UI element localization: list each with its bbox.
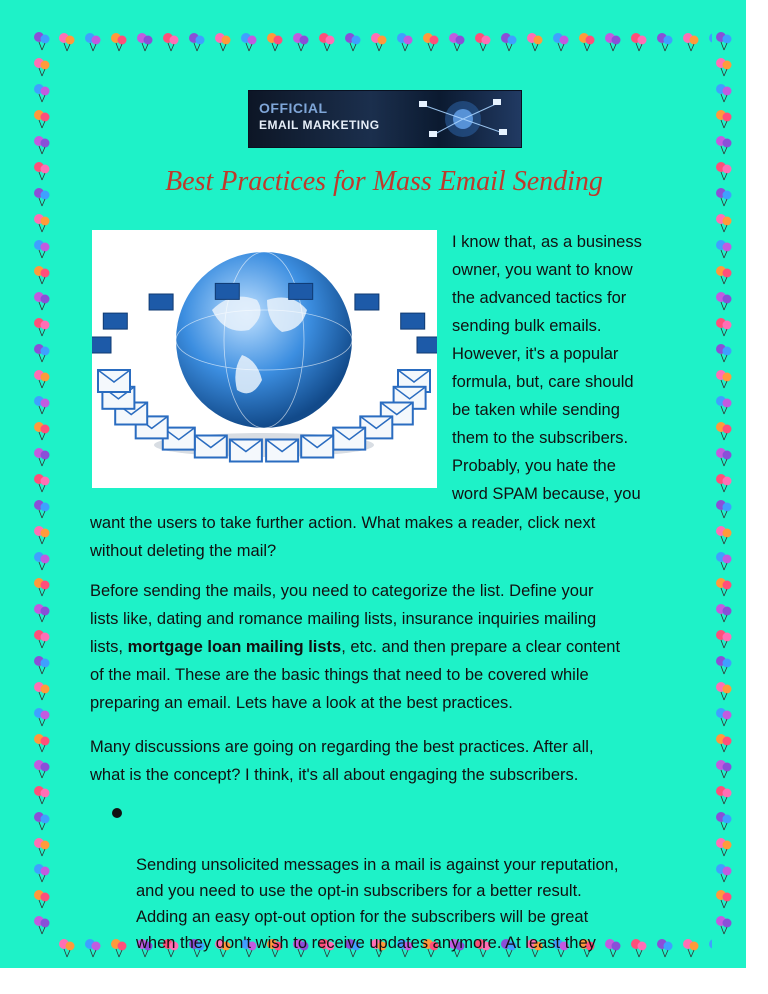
- balloon-icon: [713, 368, 735, 390]
- balloon-icon: [713, 576, 735, 598]
- balloon-icon: [654, 31, 676, 53]
- envelope-icon: [266, 440, 298, 462]
- envelope-icon: [195, 436, 227, 458]
- balloon-icon: [713, 498, 735, 520]
- balloon-icon: [160, 31, 182, 53]
- bullet-icon: [112, 808, 122, 818]
- balloon-icon: [713, 82, 735, 104]
- balloon-icon: [713, 108, 735, 130]
- balloon-icon: [713, 706, 735, 728]
- balloon-icon: [31, 602, 53, 624]
- balloon-icon: [31, 82, 53, 104]
- balloon-icon: [713, 290, 735, 312]
- balloon-icon: [31, 420, 53, 442]
- balloon-icon: [446, 31, 468, 53]
- balloon-icon: [713, 550, 735, 572]
- balloon-icon: [31, 342, 53, 364]
- envelope-icon: [289, 283, 313, 299]
- balloon-icon: [82, 31, 104, 53]
- balloon-icon: [31, 758, 53, 780]
- balloon-icon: [713, 212, 735, 234]
- list-item: [110, 800, 690, 956]
- balloon-icon: [498, 31, 520, 53]
- balloon-icon: [212, 31, 234, 53]
- balloon-icon: [31, 628, 53, 650]
- balloon-icon: [713, 836, 735, 858]
- balloon-icon: [713, 810, 735, 832]
- balloon-icon: [394, 31, 416, 53]
- engagement-paragraph: Many discussions are going on regarding the best practices. After all, what is the concept? I think, it's all about engaging the subscribers.: [90, 738, 594, 784]
- envelope-icon: [401, 313, 425, 329]
- balloon-icon: [713, 30, 735, 52]
- balloon-icon: [31, 238, 53, 260]
- balloon-icon: [31, 30, 53, 52]
- balloon-icon: [31, 368, 53, 390]
- intro-paragraph-float: I know that, as a business owner, you want to know the advanced tactics for sending bulk emails. However, it's a popular formula, but, care should be taken while sending them to the subscribers. Probably, you hate the word SPAM because, you: [452, 233, 642, 503]
- digital-network-icon: [403, 95, 513, 143]
- balloon-icon: [31, 524, 53, 546]
- balloon-icon: [713, 342, 735, 364]
- balloon-icon: [186, 31, 208, 53]
- balloon-icon: [524, 31, 546, 53]
- balloon-icon: [31, 576, 53, 598]
- balloon-icon: [31, 680, 53, 702]
- balloon-icon: [31, 446, 53, 468]
- balloon-icon: [31, 654, 53, 676]
- globe-with-email-envelopes-icon: [92, 230, 437, 488]
- balloon-icon: [713, 316, 735, 338]
- balloon-icon: [472, 31, 494, 53]
- mortgage-loan-mailing-lists-link: mortgage loan mailing lists: [127, 638, 342, 656]
- balloon-icon: [713, 446, 735, 468]
- balloon-icon: [31, 394, 53, 416]
- bullet-text: Sending unsolicited messages in a mail is against your reputation, and you need to use the opt-in subscribers for a better result. Adding an easy opt-out option for the subscribers will be great when they don't wish to receive updates anymore. At least they: [136, 856, 619, 952]
- balloon-border-top: [30, 30, 738, 54]
- balloon-icon: [368, 31, 390, 53]
- balloon-icon: [31, 212, 53, 234]
- balloon-icon: [680, 31, 702, 53]
- para2-before: Before sending the mails, you need to categorize the list. Define your lists like, dating and romance mailing lists, insurance inquiries mailing lists,: [90, 582, 597, 656]
- balloon-icon: [713, 472, 735, 494]
- balloon-icon: [31, 862, 53, 884]
- balloon-icon: [713, 394, 735, 416]
- balloon-icon: [713, 758, 735, 780]
- balloon-icon: [31, 498, 53, 520]
- page-title: Best Practices for Mass Email Sending: [165, 166, 603, 197]
- globe-email-image: [92, 230, 437, 488]
- balloon-icon: [31, 550, 53, 572]
- para2-after: , etc. and then prepare a clear content of the mail. These are the basic things that need to be covered while preparing an email. Lets have a look at the best practices.: [90, 638, 621, 712]
- envelope-icon: [103, 313, 127, 329]
- logo-line1: OFFICIAL: [259, 100, 328, 116]
- envelope-icon: [92, 337, 111, 353]
- balloon-icon: [713, 654, 735, 676]
- balloon-icon: [31, 472, 53, 494]
- balloon-icon: [31, 290, 53, 312]
- balloon-icon: [31, 108, 53, 130]
- envelope-icon: [98, 370, 130, 392]
- envelope-icon: [230, 440, 262, 462]
- balloon-icon: [31, 316, 53, 338]
- balloon-icon: [576, 31, 598, 53]
- logo-line2: EMAIL MARKETING: [259, 118, 380, 132]
- balloon-icon: [713, 732, 735, 754]
- balloon-icon: [31, 784, 53, 806]
- envelope-icon: [301, 436, 333, 458]
- balloon-icon: [31, 706, 53, 728]
- balloon-icon: [31, 264, 53, 286]
- balloon-icon: [713, 524, 735, 546]
- balloon-icon: [31, 810, 53, 832]
- balloon-icon: [82, 937, 104, 959]
- balloon-icon: [238, 31, 260, 53]
- balloon-icon: [31, 732, 53, 754]
- balloon-icon: [713, 602, 735, 624]
- official-email-marketing-logo: [248, 90, 522, 148]
- balloon-icon: [713, 264, 735, 286]
- balloon-icon: [550, 31, 572, 53]
- envelope-icon: [149, 294, 173, 310]
- balloon-icon: [290, 31, 312, 53]
- balloon-icon: [56, 31, 78, 53]
- envelope-icon: [333, 428, 365, 450]
- balloon-icon: [713, 238, 735, 260]
- envelope-icon: [417, 337, 437, 353]
- balloon-icon: [713, 680, 735, 702]
- balloon-icon: [713, 862, 735, 884]
- balloon-icon: [628, 31, 650, 53]
- balloon-icon: [31, 914, 53, 936]
- balloon-icon: [31, 836, 53, 858]
- balloon-icon: [134, 31, 156, 53]
- balloon-icon: [31, 134, 53, 156]
- balloon-icon: [342, 31, 364, 53]
- balloon-icon: [420, 31, 442, 53]
- envelope-icon: [215, 283, 239, 299]
- balloon-icon: [31, 888, 53, 910]
- balloon-icon: [264, 31, 286, 53]
- categorize-paragraph: [90, 577, 690, 717]
- balloon-icon: [108, 31, 130, 53]
- balloon-icon: [31, 56, 53, 78]
- balloon-icon: [713, 888, 735, 910]
- balloon-icon: [713, 56, 735, 78]
- balloon-icon: [56, 937, 78, 959]
- best-practices-list: [110, 800, 690, 956]
- balloon-icon: [713, 784, 735, 806]
- envelope-icon: [355, 294, 379, 310]
- balloon-icon: [713, 420, 735, 442]
- balloon-icon: [602, 31, 624, 53]
- balloon-icon: [713, 628, 735, 650]
- balloon-icon: [713, 134, 735, 156]
- balloon-icon: [713, 914, 735, 936]
- balloon-icon: [316, 31, 338, 53]
- intro-paragraph-continued: want the users to take further action. What makes a reader, click next without deleting the mail?: [90, 514, 596, 560]
